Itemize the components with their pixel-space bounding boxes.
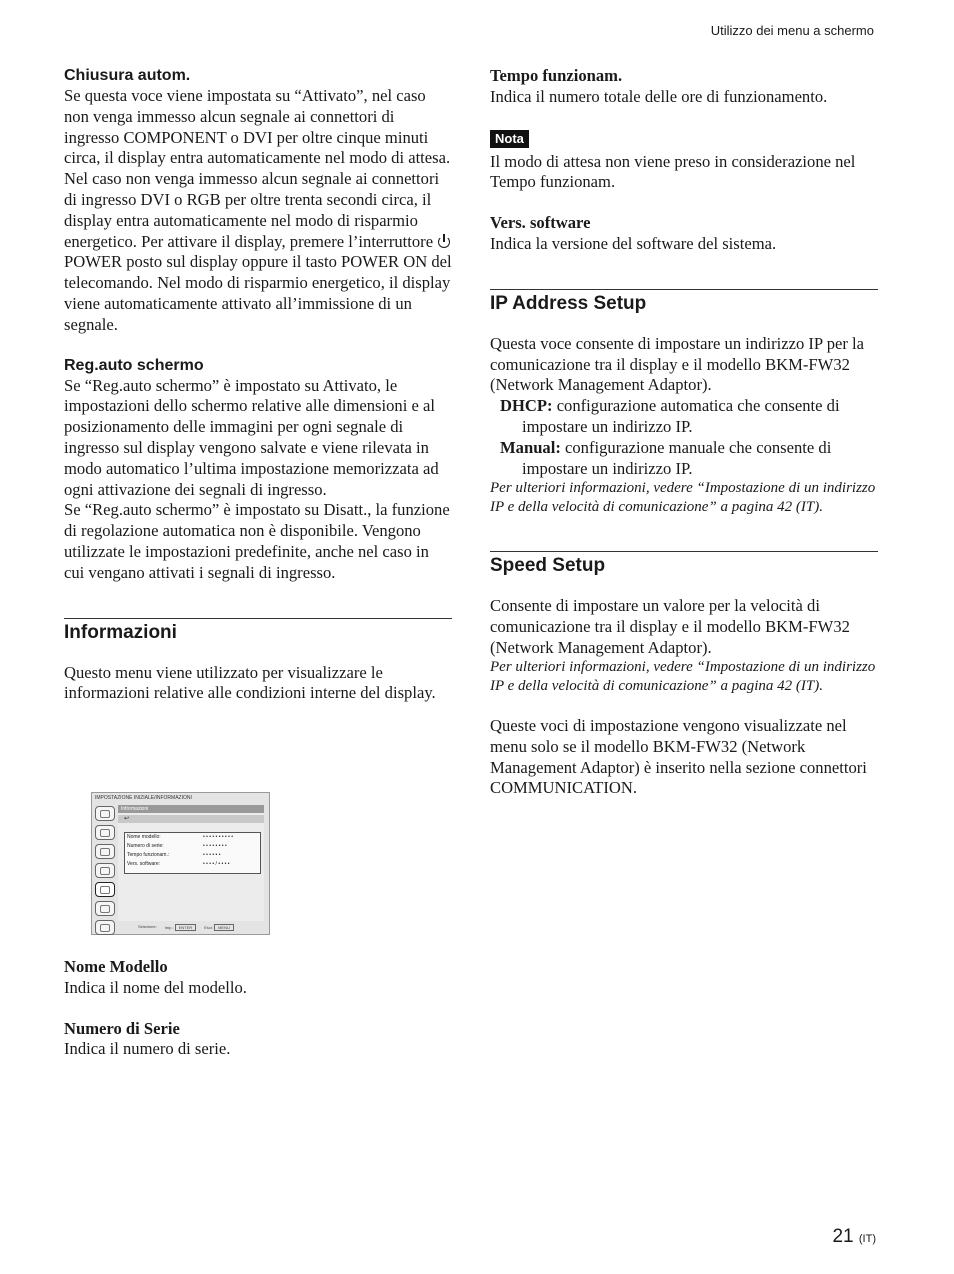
ip-reference: Per ulteriori informazioni, vedere “Impostazione di un indirizzo IP e della velocità di comunicazione” a pagina 42 (IT). (490, 480, 876, 516)
chiusura-text-2: POWER posto sul display oppure il tasto POWER ON del telecomando. Nel modo di risparmio energetico, il display viene automaticamente attivato all’immissione di un segnale. (64, 252, 452, 334)
chiusura-body (64, 86, 452, 336)
screen-menu-icon (95, 825, 115, 840)
network-menu-icon (95, 920, 115, 935)
informazioni-title: Informazioni (64, 618, 452, 645)
speed-section (490, 596, 878, 696)
speed-body: Consente di impostare un valore per la velocità di comunicazione tra il display e il modello BKM-FW32 (Network Management Adaptor). (490, 595, 850, 657)
nota-body: Il modo di attesa non viene preso in considerazione nel Tempo funzionam. (490, 151, 856, 192)
manual-text: configurazione manuale che consente di impostare un indirizzo IP. (522, 437, 832, 478)
nota-section (490, 128, 878, 194)
regauto-body-1: Se “Reg.auto schermo” è impostato su Attivato, le impostazioni dello schermo relative alle dimensioni e al posizionamento delle immagini per ogni segnale di ingresso sul display vengono salvate e viene rilevata in modo automatico l’ultima impostazione memorizzata ad ogni attivazione dei segnali di ingresso. (64, 375, 439, 499)
manual-label: Manual: (500, 437, 561, 457)
numero-serie-body: Indica il numero di serie. (64, 1039, 231, 1059)
ip-dhcp-item (490, 396, 878, 438)
regauto-title: Reg.auto schermo (64, 356, 204, 374)
picture-menu-icon (95, 806, 115, 821)
nome-modello-title: Nome Modello (64, 957, 168, 976)
tempo-body: Indica il numero totale delle ore di funzionamento. (490, 86, 828, 106)
menu-row: Tempo funzionam.: • • • • • • (127, 852, 221, 858)
nome-modello-section (64, 957, 452, 999)
running-header: Utilizzo dei menu a schermo (710, 23, 874, 38)
numero-serie-title: Numero di Serie (64, 1018, 180, 1038)
menu-panel (118, 805, 264, 921)
page-language: (IT) (858, 1233, 876, 1245)
speed-note: Queste voci di impostazione vengono visualizzate nel menu solo se il modello BKM-FW32 (Network Management Adaptor) è inserito nella sezione connettori COMMUNICATION. (490, 715, 867, 798)
menu-footer (138, 924, 234, 931)
tempo-section (490, 66, 878, 108)
nota-badge: Nota (490, 130, 529, 148)
menu-info-box (124, 832, 261, 874)
controls-menu-icon (95, 863, 115, 878)
nome-modello-body: Indica il nome del modello. (64, 977, 247, 997)
menu-row: Numero di serie: • • • • • • • • (127, 843, 227, 849)
menu-footer-enter: Imp.: ENTER (165, 924, 197, 931)
regauto-section (64, 356, 452, 584)
clock-menu-icon (95, 901, 115, 916)
menu-title: IMPOSTAZIONE INIZIALE/INFORMAZIONI (95, 795, 192, 801)
speed-title: Speed Setup (490, 551, 878, 578)
menu-row: Vers. software: • • • • / • • • • (127, 861, 230, 867)
menu-row: Nome modello: • • • • • • • • • • (127, 834, 234, 840)
dhcp-text: configurazione automatica che consente di impostare un indirizzo IP. (522, 396, 840, 436)
initial-setup-menu-icon (95, 882, 115, 897)
left-column (64, 66, 452, 704)
chiusura-section (64, 66, 452, 336)
chiusura-text-1: Se questa voce viene impostata su “Attivato”, nel caso non venga immesso alcun segnale ai connettori di ingresso COMPONENT o DVI per oltre cinque minuti circa, il display entra automaticamente nel modo di attesa. Nel caso non venga immesso alcun segnale ai connettori di ingresso DVI o RGB per oltre trenta secondi circa, il display entra automaticamente nel modo di risparmio energetico. Per attivare il display, premere l’interruttore (64, 86, 451, 251)
menu-icon-column (95, 806, 116, 939)
regauto-body-2: Se “Reg.auto schermo” è impostato su Disatt., la funzione di regolazione automatica non è disponibile. Vengono utilizzate le impostazioni predefinite, anche nel caso in cui vengano attivati i segnali di ingresso. (64, 500, 450, 582)
ip-body: Questa voce consente di impostare un indirizzo IP per la comunicazione tra il display e il modello BKM-FW32 (Network Management Adaptor). (490, 333, 865, 395)
menu-back-icon: ↩ (118, 815, 264, 823)
informazioni-body: Questo menu viene utilizzato per visualizzare le informazioni relative alle condizioni interne del display. (64, 662, 436, 703)
numero-serie-section (64, 1019, 452, 1061)
ip-section (490, 334, 878, 517)
menu-footer-exit: Esci: MENU (204, 924, 234, 931)
left-column-bottom (64, 957, 452, 1080)
menu-screenshot (91, 792, 270, 935)
speed-reference: Per ulteriori informazioni, vedere “Impostazione di un indirizzo IP e della velocità di comunicazione” a pagina 42 (IT). (490, 659, 876, 695)
page-number-value: 21 (832, 1226, 854, 1247)
vers-title: Vers. software (490, 213, 591, 233)
ip-title: IP Address Setup (490, 289, 878, 316)
tempo-title: Tempo funzionam. (490, 66, 623, 85)
vers-section (490, 213, 878, 255)
menu-footer-select: Selezione: (138, 924, 157, 929)
setup-menu-icon (95, 844, 115, 859)
page-number (832, 1226, 876, 1248)
chiusura-title: Chiusura autom. (64, 67, 191, 84)
menu-panel-title: Informazioni (118, 805, 264, 813)
power-icon (437, 234, 451, 248)
ip-manual-item (490, 438, 878, 480)
right-column (490, 66, 878, 799)
vers-body: Indica la versione del software del sistema. (490, 233, 777, 253)
dhcp-label: DHCP: (500, 396, 553, 416)
